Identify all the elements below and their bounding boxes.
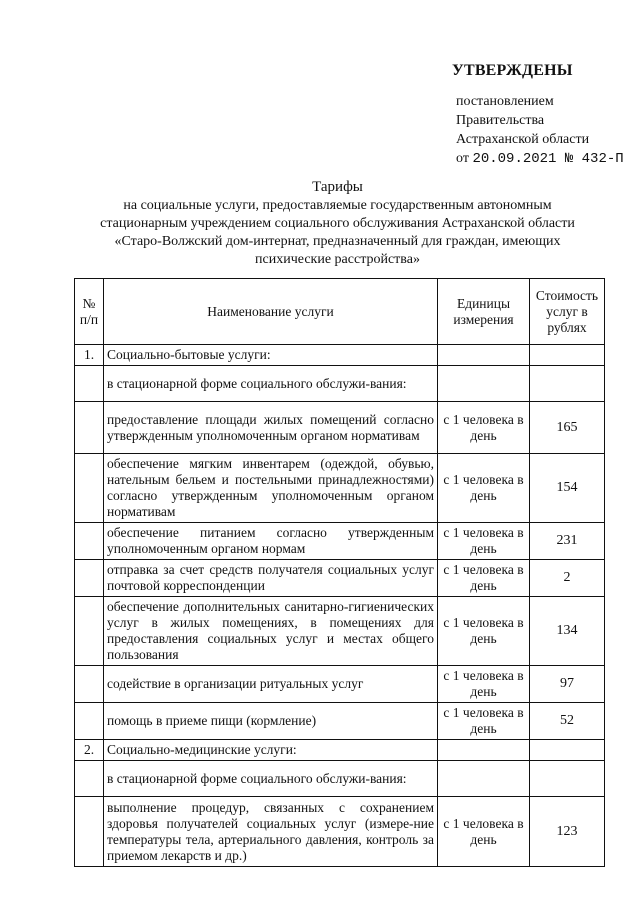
subtitle-line: на социальные услуги, предоставляемые государственным автономным — [123, 198, 552, 213]
approved-heading: УТВЕРЖДЕНЫ — [452, 62, 573, 79]
cell-num — [75, 666, 104, 703]
cell-price — [530, 345, 605, 366]
column-header-unit: Единицы измерения — [438, 279, 530, 345]
cell-unit: с 1 человека в день — [438, 797, 530, 867]
cell-price: 134 — [530, 597, 605, 666]
table-row — [75, 366, 605, 402]
cell-num — [75, 454, 104, 523]
cell-num — [75, 402, 104, 454]
cell-unit — [438, 345, 530, 366]
cell-unit — [438, 740, 530, 761]
cell-unit: с 1 человека в день — [438, 523, 530, 560]
title-main: Тарифы — [312, 179, 363, 195]
subtitle-line: психические расстройства» — [255, 252, 420, 267]
cell-num — [75, 560, 104, 597]
table-row — [75, 402, 605, 454]
cell-unit: с 1 человека в день — [438, 454, 530, 523]
cell-service-name: содействие в организации ритуальных услуг — [104, 666, 438, 703]
cell-service-name: в стационарной форме социального обслужи-вания: — [104, 366, 438, 402]
table-row — [75, 740, 605, 761]
table-row — [75, 703, 605, 740]
subtitle-line: стационарным учреждением социального обслуживания Астраханской области — [100, 216, 575, 231]
document-title — [60, 178, 615, 269]
cell-service-name: отправка за счет средств получателя социальных услуг почтовой корреспонденции — [104, 560, 438, 597]
cell-price — [530, 761, 605, 797]
cell-service-name: в стационарной форме социального обслужи-вания: — [104, 761, 438, 797]
table-header-row — [75, 279, 605, 345]
table-row — [75, 523, 605, 560]
cell-price: 2 — [530, 560, 605, 597]
cell-unit: с 1 человека в день — [438, 560, 530, 597]
cell-num — [75, 523, 104, 560]
table-row — [75, 560, 605, 597]
cell-unit — [438, 366, 530, 402]
cell-service-name: обеспечение мягким инвентарем (одеждой, обувью, нательным бельем и постельными принадлежностями) согласно утвержденным уполномоченным органом нормативам — [104, 454, 438, 523]
cell-num — [75, 703, 104, 740]
cell-service-name: помощь в приеме пищи (кормление) — [104, 703, 438, 740]
approval-line: Астраханской области — [456, 132, 590, 147]
cell-unit — [438, 761, 530, 797]
cell-num — [75, 761, 104, 797]
cell-price: 52 — [530, 703, 605, 740]
decree-date-number: 20.09.2021 № 432-П — [472, 151, 624, 167]
cell-price: 123 — [530, 797, 605, 867]
column-header-cost: Стоимость услуг в рублях — [530, 279, 605, 345]
cell-price: 97 — [530, 666, 605, 703]
cell-price — [530, 366, 605, 402]
cell-service-name: Социально-бытовые услуги: — [104, 345, 438, 366]
column-header-num: № п/п — [75, 279, 104, 345]
decree-line — [456, 149, 624, 169]
table-row — [75, 797, 605, 867]
cell-price: 154 — [530, 454, 605, 523]
decree-prefix: от — [456, 151, 469, 166]
table-row — [75, 597, 605, 666]
table-row — [75, 666, 605, 703]
table-row — [75, 761, 605, 797]
column-header-name: Наименование услуги — [104, 279, 438, 345]
cell-service-name: обеспечение питанием согласно утвержденным уполномоченным органом нормам — [104, 523, 438, 560]
approval-line: Правительства — [456, 113, 545, 128]
cell-price: 165 — [530, 402, 605, 454]
approval-details — [456, 92, 624, 169]
cell-price — [530, 740, 605, 761]
table-row — [75, 345, 605, 366]
cell-unit: с 1 человека в день — [438, 402, 530, 454]
cell-unit: с 1 человека в день — [438, 703, 530, 740]
tariff-table — [74, 278, 605, 867]
subtitle-line: «Старо-Волжский дом-интернат, предназначенный для граждан, имеющих — [114, 234, 561, 249]
cell-num — [75, 797, 104, 867]
cell-unit: с 1 человека в день — [438, 597, 530, 666]
cell-num: 2. — [75, 740, 104, 761]
cell-service-name: Социально-медицинские услуги: — [104, 740, 438, 761]
cell-service-name: предоставление площади жилых помещений согласно утвержденным уполномоченным органом нормативам — [104, 402, 438, 454]
cell-service-name: выполнение процедур, связанных с сохранением здоровья получателей социальных услуг (измере-ние температуры тела, артериального давления, контроль за приемом лекарств и др.) — [104, 797, 438, 867]
approval-line: постановлением — [456, 94, 554, 109]
cell-service-name: обеспечение дополнительных санитарно-гигиенических услуг в жилых помещениях, в помещениях для предоставления социальных услуг и местах общего пользования — [104, 597, 438, 666]
cell-num: 1. — [75, 345, 104, 366]
table-row — [75, 454, 605, 523]
cell-price: 231 — [530, 523, 605, 560]
cell-unit: с 1 человека в день — [438, 666, 530, 703]
cell-num — [75, 597, 104, 666]
cell-num — [75, 366, 104, 402]
